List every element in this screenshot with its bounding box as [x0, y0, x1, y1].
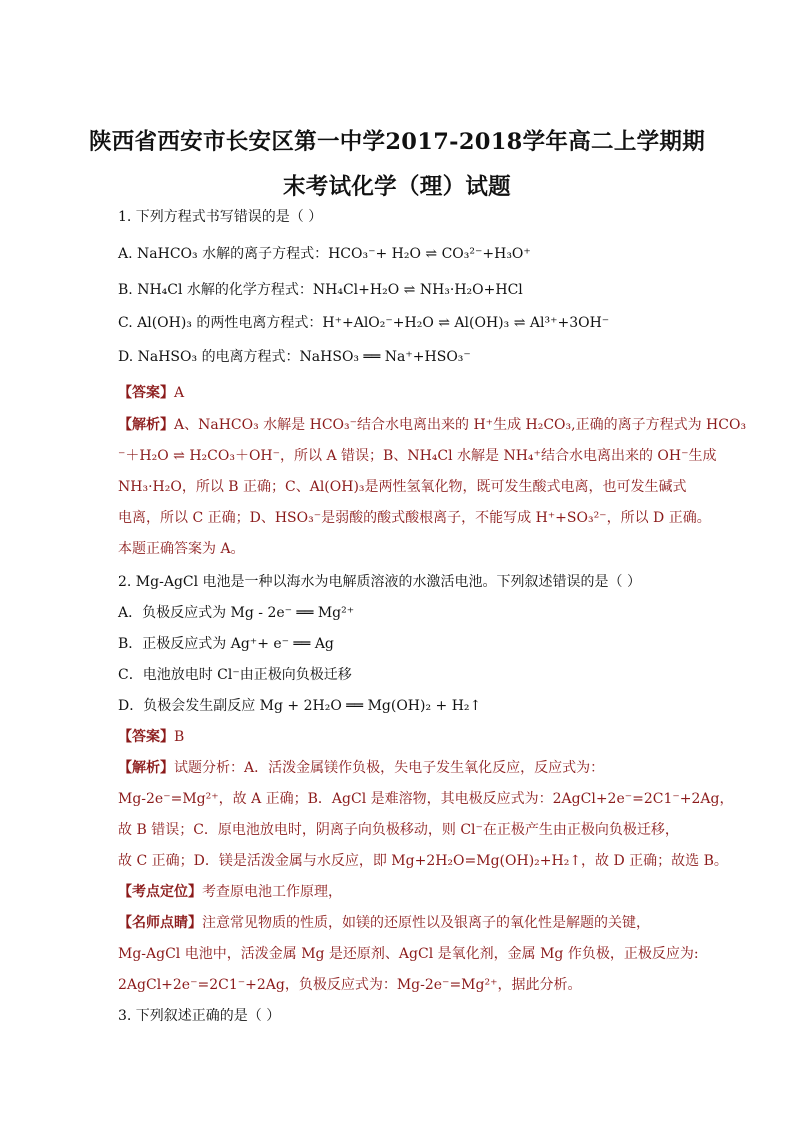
q1-option-b: B. NH₄Cl 水解的化学方程式：NH₄Cl+H₂O ⇌ NH₃·H₂O+HCl: [118, 282, 523, 298]
q2-analysis-line-3: 故 B 错误；C．原电池放电时，阴离子向负极移动，则 Cl⁻在正极产生由正极向负极迁移，: [118, 822, 679, 838]
mingshi-tag: 【名师点睛】: [118, 915, 202, 931]
q2-mingshi-line-2: Mg-AgCl 电池中，活泼金属 Mg 是还原剂、AgCl 是氧化剂，金属 Mg 作负极，正极反应为:: [118, 946, 699, 962]
q2-analysis-line-2: Mg-2e⁻=Mg²⁺，故 A 正确；B．AgCl 是难溶物，其电极反应式为：2AgCl+2e⁻=2C1⁻+2Ag，: [118, 791, 734, 807]
analysis-text: A、NaHCO₃ 水解是 HCO₃⁻结合水电离出来的 H⁺生成 H₂CO₃,正确的离子方程式为 HCO₃: [174, 417, 747, 433]
q1-analysis-line-4: 电离，所以 C 正确；D、HSO₃⁻是弱酸的酸式酸根离子，不能写成 H⁺+SO₃²⁻，所以 D 正确。: [118, 510, 711, 526]
answer-value: B: [174, 729, 185, 745]
q2-analysis-line-1: [118, 758, 688, 778]
q1-analysis-line-1: [118, 415, 747, 435]
analysis-tag: 【解析】: [118, 417, 174, 433]
q2-mingshi-line-1: [118, 913, 688, 933]
kaodian-tag: 【考点定位】: [118, 884, 202, 900]
answer-tag: 【答案】: [118, 729, 174, 745]
page-title-line-2: 末考试化学（理）试题: [282, 174, 511, 200]
answer-tag: 【答案】: [118, 385, 174, 401]
q2-stem: 2. Mg-AgCl 电池是一种以海水为电解质溶液的水激活电池。下列叙述错误的是（ ）: [118, 574, 641, 590]
q2-analysis-line-4: 故 C 正确；D．镁是活泼金属与水反应，即 Mg+2H₂O=Mg(OH)₂+H₂↑，故 D 正确；故选 B。: [118, 853, 728, 869]
q1-option-d: D. NaHSO₃ 的电离方程式：NaHSO₃ ══ Na⁺+HSO₃⁻: [118, 349, 471, 365]
q1-option-c: C. Al(OH)₃ 的两性电离方程式：H⁺+AlO₂⁻+H₂O ⇌ Al(OH)₃ ⇌ Al³⁺+3OH⁻: [118, 315, 610, 331]
mingshi-text: 注意常见物质的性质，如镁的还原性以及银离子的氧化性是解题的关键，: [202, 915, 650, 931]
q2-option-b: B．正极反应式为 Ag⁺+ e⁻ ══ Ag: [118, 636, 334, 652]
q2-mingshi-line-3: 2AgCl+2e⁻=2C1⁻+2Ag，负极反应式为：Mg-2e⁻=Mg²⁺，据此分析。: [118, 977, 582, 993]
q2-option-a: A．负极反应式为 Mg - 2e⁻ ══ Mg²⁺: [118, 605, 355, 621]
answer-value: A: [174, 385, 185, 401]
q1-analysis-line-3: NH₃·H₂O，所以 B 正确；C、Al(OH)₃是两性氢氧化物，既可发生酸式电离，也可发生碱式: [118, 479, 687, 495]
q1-analysis-line-5: 本题正确答案为 A。: [118, 541, 245, 557]
q2-answer: [118, 727, 688, 747]
q1-analysis-line-2: ⁻＋H₂O ⇌ H₂CO₃＋OH⁻，所以 A 错误；B、NH₄Cl 水解是 NH₄⁺结合水电离出来的 OH⁻生成: [118, 448, 717, 464]
analysis-tag: 【解析】: [118, 760, 174, 776]
q2-kaodian: [118, 882, 688, 902]
q1-option-a: A. NaHCO₃ 水解的离子方程式：HCO₃⁻+ H₂O ⇌ CO₃²⁻+H₃O⁺: [118, 246, 531, 262]
q2-option-c: C．电池放电时 Cl⁻由正极向负极迁移: [118, 667, 352, 683]
kaodian-text: 考查原电池工作原理，: [202, 884, 342, 900]
q3-stem: 3. 下列叙述正确的是（ ）: [118, 1008, 281, 1024]
analysis-text: 试题分析：A．活泼金属镁作负极，失电子发生氧化反应，反应式为：: [174, 760, 605, 776]
q1-stem: 1. 下列方程式书写错误的是（ ）: [118, 209, 323, 225]
page-title-line-1: 陕西省西安市长安区第一中学2017-2018学年高二上学期期: [88, 129, 706, 155]
q1-answer: [118, 383, 688, 403]
q2-option-d: D．负极会发生副反应 Mg + 2H₂O ══ Mg(OH)₂ + H₂↑: [118, 698, 482, 714]
